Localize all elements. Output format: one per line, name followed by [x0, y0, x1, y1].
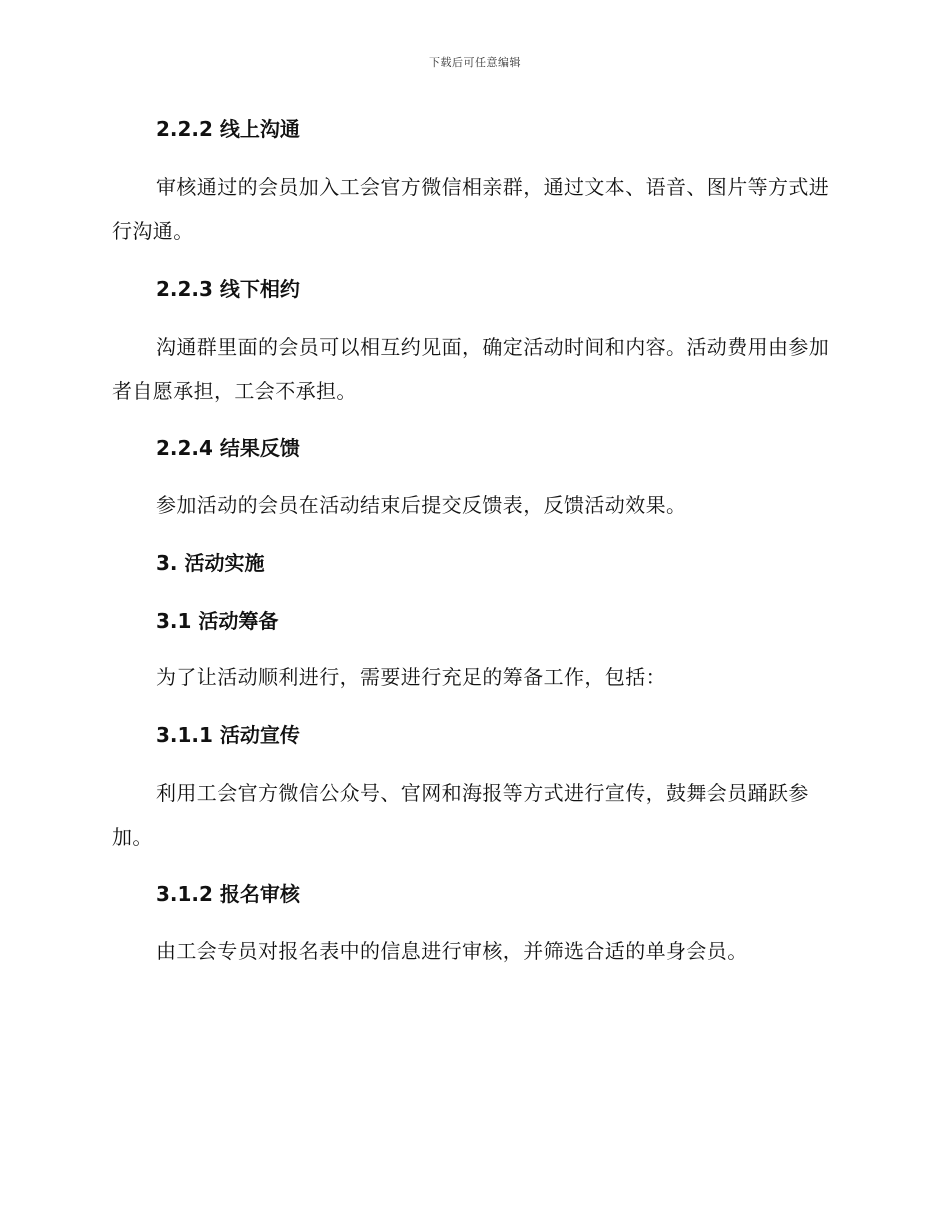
section-paragraph-2-2-2: 审核通过的会员加入工会官方微信相亲群，通过文本、语音、图片等方式进行沟通。: [112, 175, 830, 243]
section-heading-3-1-2: 3.1.2 报名审核: [156, 882, 300, 906]
section-paragraph-3-1: 为了让活动顺利进行，需要进行充足的筹备工作，包括：: [156, 665, 666, 689]
section-paragraph-2-2-4: 参加活动的会员在活动结束后提交反馈表，反馈活动效果。: [156, 493, 687, 517]
section-heading-2-2-3: 2.2.3 线下相约: [156, 277, 300, 301]
section-paragraph-3-1-1: 利用工会官方微信公众号、官网和海报等方式进行宣传，鼓舞会员踊跃参加。: [112, 781, 809, 849]
section-heading-2-2-4: 2.2.4 结果反馈: [156, 436, 300, 460]
section-paragraph-3-1-2: 由工会专员对报名表中的信息进行审核，并筛选合适的单身会员。: [156, 939, 748, 963]
section-heading-3-1-1: 3.1.1 活动宣传: [156, 723, 300, 747]
section-heading-2-2-2: 2.2.2 线上沟通: [156, 117, 300, 141]
section-heading-3: 3. 活动实施: [156, 551, 265, 575]
section-heading-3-1: 3.1 活动筹备: [156, 609, 279, 633]
section-paragraph-2-2-3: 沟通群里面的会员可以相互约见面，确定活动时间和内容。活动费用由参加者自愿承担，工会不承担。: [112, 335, 830, 403]
page-header: 下载后可任意编辑: [429, 56, 521, 69]
